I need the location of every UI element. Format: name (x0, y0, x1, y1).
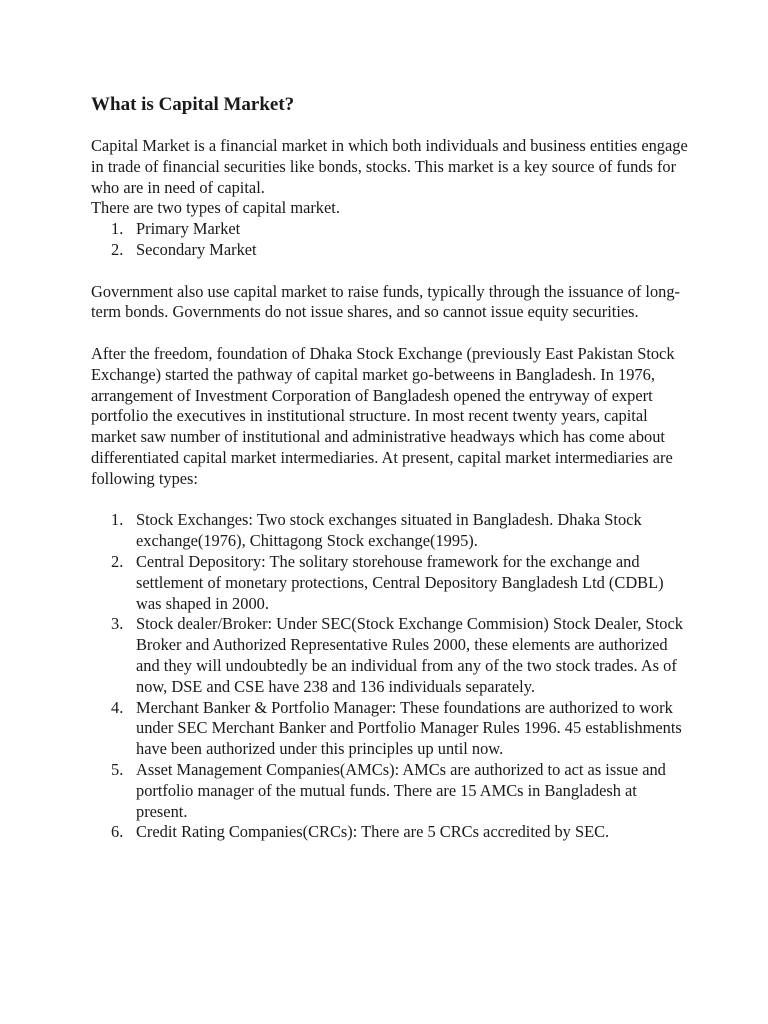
list-number: 5. (111, 759, 124, 779)
list-number: 6. (111, 822, 124, 842)
page-title: What is Capital Market? (91, 94, 295, 115)
spacer (91, 261, 691, 282)
spacer (91, 490, 691, 511)
list-item (91, 698, 691, 760)
list-item (91, 760, 691, 822)
list-number: 4. (111, 697, 124, 717)
spacer (91, 323, 691, 344)
list-number: 3. (111, 614, 124, 634)
list-number: 2. (111, 239, 124, 259)
list-number: 1. (111, 510, 124, 530)
intermediaries-list (91, 510, 691, 843)
list-text: Stock dealer/Broker: Under SEC(Stock Exchange Commision) Stock Dealer, Stock Broker and Authorized Representative Rules 2000, these elements are authorized and they will undoubtedly be an individual from any of the two stock trades. As of now, DSE and CSE have 238 and 136 individuals separately. (136, 614, 683, 696)
document-page (91, 94, 691, 843)
list-text: Central Depository: The solitary storehouse framework for the exchange and settlement of monetary protections, Central Depository Bangladesh Ltd (CDBL) was shaped in 2000. (136, 551, 664, 613)
list-text: Secondary Market (136, 239, 257, 259)
market-types-list (91, 219, 691, 261)
list-text: Stock Exchanges: Two stock exchanges situated in Bangladesh. Dhaka Stock exchange(1976), Chittagong Stock exchange(1995). (136, 510, 642, 551)
list-item (91, 219, 691, 240)
types-intro: There are two types of capital market. (91, 198, 340, 218)
list-number: 2. (111, 551, 124, 571)
list-item (91, 552, 691, 614)
list-item (91, 240, 691, 261)
intro-paragraph: Capital Market is a financial market in which both individuals and business entities engage in trade of financial securities like bonds, stocks. This market is a key source of funds for who are in need of capital. (91, 136, 688, 197)
list-text: Asset Management Companies(AMCs): AMCs are authorized to act as issue and portfolio manager of the mutual funds. There are 15 AMCs in Bangladesh at present. (136, 759, 666, 821)
government-paragraph: Government also use capital market to raise funds, typically through the issuance of long-term bonds. Governments do not issue shares, and so cannot issue equity securities. (91, 281, 680, 322)
list-text: Credit Rating Companies(CRCs): There are 5 CRCs accredited by SEC. (136, 822, 610, 842)
list-text: Primary Market (136, 219, 241, 239)
history-paragraph: After the freedom, foundation of Dhaka Stock Exchange (previously East Pakistan Stock Exchange) started the pathway of capital market go-betweens in Bangladesh. In 1976, arrangement of Investment Corporation of Bangladesh opened the entryway of expert portfolio the executives in institutional structure. In most recent twenty years, capital market saw number of institutional and administrative headways which has come about differentiated capital market intermediaries. At present, capital market intermediaries are following types: (91, 343, 675, 488)
list-number: 1. (111, 219, 124, 239)
list-item (91, 510, 691, 552)
list-text: Merchant Banker & Portfolio Manager: These foundations are authorized to work under SEC Merchant Banker and Portfolio Manager Rules 1996. 45 establishments have been authorized under this principles up until now. (136, 697, 682, 759)
list-item (91, 614, 691, 697)
list-item (91, 822, 691, 843)
